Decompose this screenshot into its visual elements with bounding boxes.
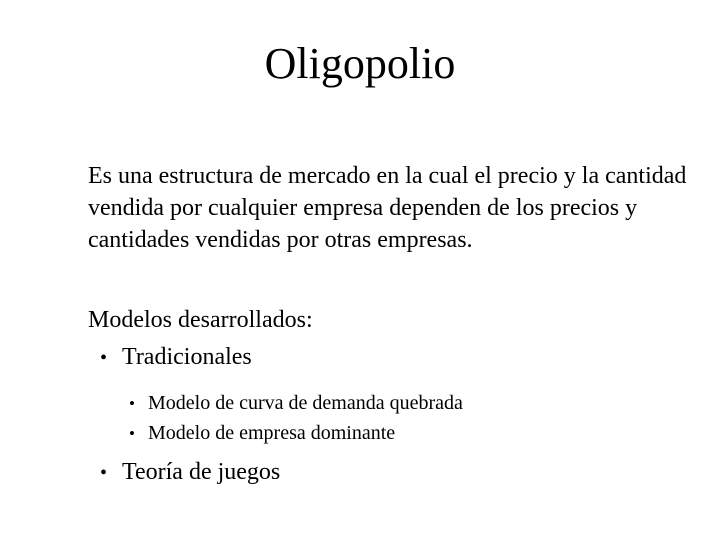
- slide-title: Oligopolio: [264, 39, 456, 88]
- bullet-item-traditional: [100, 341, 252, 374]
- bullet-item-game-theory: [100, 456, 280, 489]
- bullet-icon: •: [129, 424, 135, 443]
- models-heading: Modelos desarrollados:: [88, 307, 313, 333]
- bullet-label-traditional: Tradicionales: [122, 344, 252, 370]
- bullet-label-game-theory: Teoría de juegos: [122, 459, 281, 485]
- sub-bullet-label: Modelo de empresa dominante: [148, 422, 396, 444]
- sub-bullet-item-kinked-demand: [129, 390, 463, 417]
- bullet-icon: •: [100, 462, 108, 484]
- bullet-icon: •: [100, 347, 108, 369]
- sub-bullet-label: Modelo de curva de demanda quebrada: [148, 392, 463, 414]
- bullet-icon: •: [129, 394, 135, 413]
- sub-bullet-item-dominant-firm: [129, 420, 395, 447]
- definition-paragraph: Es una estructura de mercado en la cual el precio y la cantidad vendida por cualquier empresa dependen de los precios y cantidades vendidas por otras empresas.: [88, 163, 687, 253]
